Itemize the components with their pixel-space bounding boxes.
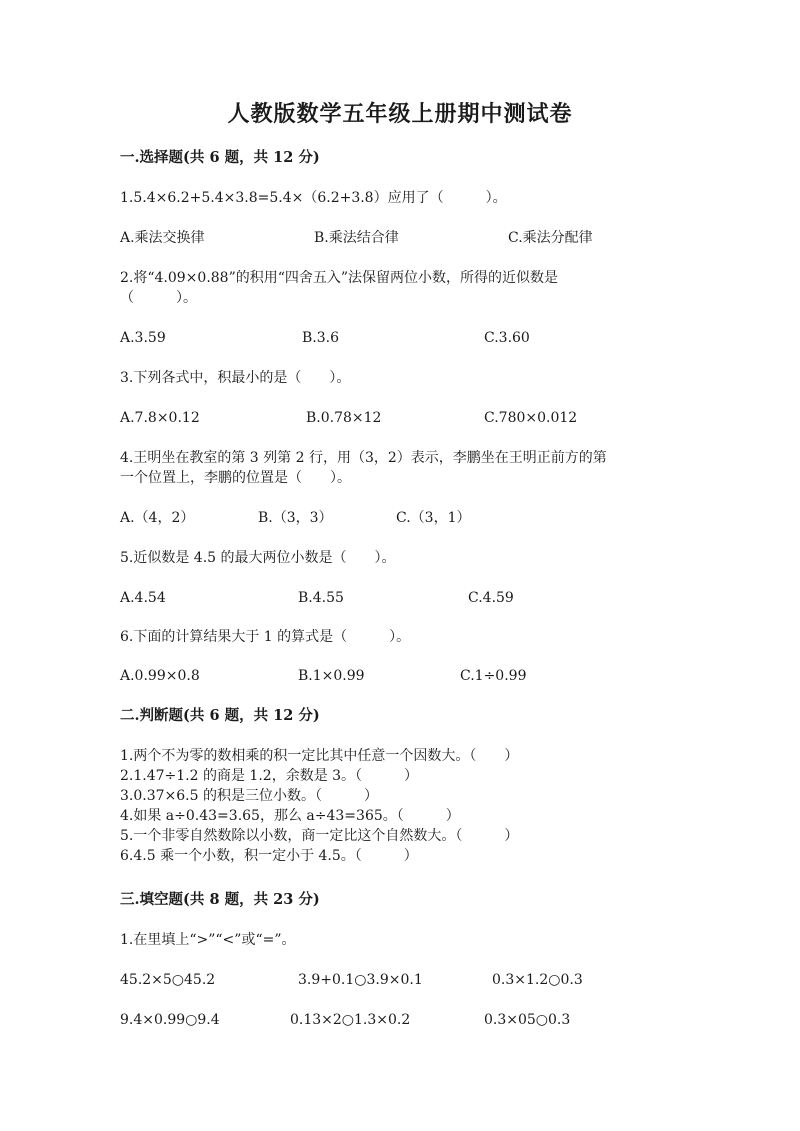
option-c: C.（3，1） [396, 510, 471, 526]
compare-expression: 9.4×0.99○9.4 [120, 1012, 220, 1028]
question-stem: 1.5.4×6.2+5.4×3.8=5.4×（6.2+3.8）应用了（ ）。 [120, 190, 507, 206]
question-stem: 4.王明坐在教室的第 3 列第 2 行，用（3，2）表示，李鹏坐在王明正前方的第 [120, 450, 607, 466]
judgement-item: 5.一个非零自然数除以小数，商一定比这个自然数大。（ ） [120, 828, 519, 844]
option-a: A.0.99×0.8 [120, 668, 200, 684]
option-a: A.7.8×0.12 [120, 410, 200, 426]
judgement-item: 6.4.5 乘一个小数，积一定小于 4.5。（ ） [120, 848, 418, 864]
compare-expression: 3.9+0.1○3.9×0.1 [298, 972, 423, 988]
section-heading-fill: 三.填空题(共 8 题，共 23 分) [120, 891, 320, 908]
option-b: B.（3，3） [258, 510, 333, 526]
judgement-item: 3.0.37×6.5 的积是三位小数。（ ） [120, 788, 378, 804]
compare-expression: 0.13×2○1.3×0.2 [290, 1012, 411, 1028]
option-b: B.乘法结合律 [314, 230, 399, 246]
question-stem: 2.将“4.09×0.88”的积用“四舍五入”法保留两位小数，所得的近似数是 [120, 270, 559, 286]
page-title: 人教版数学五年级上册期中测试卷 [227, 101, 573, 127]
section-heading-choice: 一.选择题(共 6 题，共 12 分) [120, 149, 320, 166]
option-c: C.3.60 [484, 330, 530, 346]
option-b: B.3.6 [302, 330, 340, 346]
compare-expression: 0.3×1.2○0.3 [492, 972, 583, 988]
question-stem: 1.在里填上“>”“<”或“=”。 [120, 932, 296, 948]
judgement-item: 1.两个不为零的数相乘的积一定比其中任意一个因数大。（ ） [120, 748, 519, 764]
option-b: B.1×0.99 [298, 668, 365, 684]
judgement-item: 2.1.47÷1.2 的商是 1.2，余数是 3。（ ） [120, 768, 419, 784]
option-a: A.4.54 [120, 590, 166, 606]
question-stem: 5.近似数是 4.5 的最大两位小数是（ ）。 [120, 550, 396, 566]
option-a: A.3.59 [120, 330, 166, 346]
option-c: C.4.59 [468, 590, 514, 606]
option-c: C.乘法分配律 [508, 230, 593, 246]
option-b: B.0.78×12 [306, 410, 382, 426]
option-b: B.4.55 [298, 590, 344, 606]
option-c: C.1÷0.99 [460, 668, 527, 684]
question-stem-cont: 一个位置上，李鹏的位置是（ ）。 [120, 470, 351, 486]
judgement-item: 4.如果 a÷0.43=3.65，那么 a÷43=365。（ ） [120, 808, 460, 824]
question-stem: 3.下列各式中，积最小的是（ ）。 [120, 370, 351, 386]
compare-expression: 45.2×5○45.2 [120, 972, 216, 988]
question-stem: 6.下面的计算结果大于 1 的算式是（ ）。 [120, 629, 411, 645]
section-heading-judgement: 二.判断题(共 6 题，共 12 分) [120, 707, 320, 724]
compare-expression: 0.3×05○0.3 [484, 1012, 571, 1028]
option-a: A.乘法交换律 [120, 230, 205, 246]
question-stem-cont: （ ）。 [120, 290, 197, 306]
option-a: A.（4，2） [120, 510, 195, 526]
option-c: C.780×0.012 [484, 410, 578, 426]
